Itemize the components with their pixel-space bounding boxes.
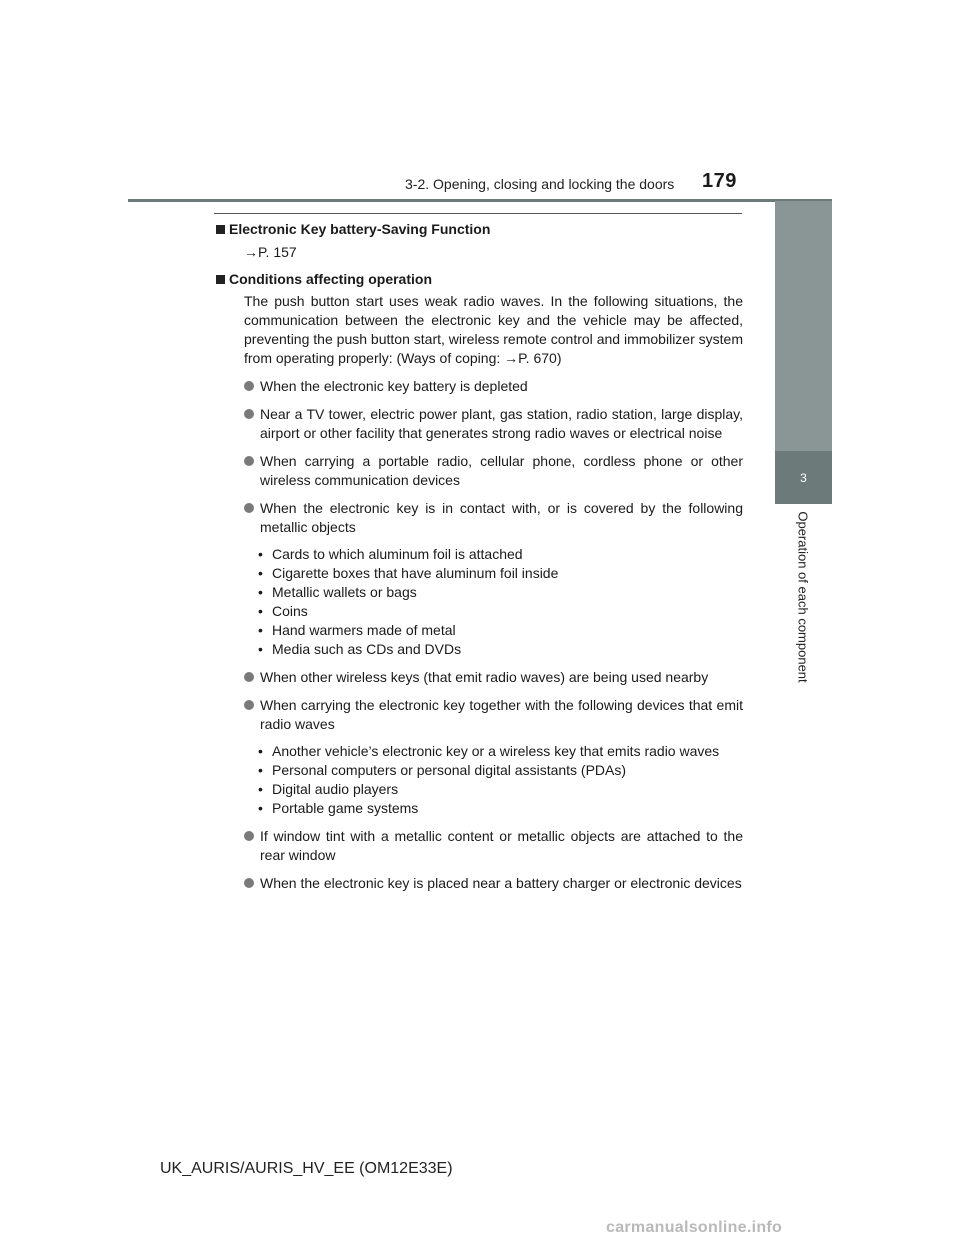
section-heading: Conditions affecting operation [216,270,743,289]
model-code-footer: UK_AURIS/AURIS_HV_EE (OM12E33E) [160,1160,453,1177]
chapter-tab-bar [775,201,832,451]
watermark: carmanualsonline.info [606,1219,783,1236]
sub-list-item: • Cigarette boxes that have aluminum foil inside [258,564,743,583]
list-item: When carrying a portable radio, cellular phone, cordless phone or other wireless communication devices [244,452,743,490]
chapter-title-vertical: Operation of each component [795,511,811,683]
section-battery-saving [216,220,743,262]
section-title-header: 3-2. Opening, closing and locking the doors [405,176,675,192]
section-conditions [216,270,743,893]
list-item: If window tint with a metallic content or metallic objects are attached to the rear window [244,827,743,865]
sub-list-item: • Cards to which aluminum foil is attached [258,545,743,564]
sub-list-item: • Metallic wallets or bags [258,583,743,602]
sub-list-item: • Hand warmers made of metal [258,621,743,640]
chapter-number: 3 [800,470,807,485]
content-divider [214,213,742,214]
section-heading: Electronic Key battery-Saving Function [216,220,743,239]
metallic-objects-list [258,545,743,659]
sub-list-item: • Personal computers or personal digital assistants (PDAs) [258,761,743,780]
sub-list-item: • Digital audio players [258,780,743,799]
header-divider [128,199,832,202]
section-paragraph: The push button start uses weak radio waves. In the following situations, the communication between the electronic key and the vehicle may be affected, preventing the push button start, wireless remote control and immobilizer system from operating properly: (Ways of coping: →P. 670) [244,293,743,366]
list-item: Near a TV tower, electric power plant, gas station, radio station, large display, airport or other facility that generates strong radio waves or electrical noise [244,405,743,443]
page-number: 179 [702,170,737,192]
list-item: When the electronic key is placed near a battery charger or electronic devices [244,874,743,893]
list-item: When other wireless keys (that emit radio waves) are being used nearby [244,668,743,687]
sub-list-item: • Coins [258,602,743,621]
list-item: When carrying the electronic key together with the following devices that emit radio waves [244,696,743,734]
sub-list-item: • Portable game systems [258,799,743,818]
radio-devices-list [258,742,743,818]
page-content [216,220,743,901]
sub-list-item: • Another vehicle’s electronic key or a wireless key that emits radio waves [258,742,743,761]
page-reference-link[interactable]: →P. 157 [244,244,297,260]
list-item: When the electronic key is in contact with, or is covered by the following metallic objects [244,499,743,537]
chapter-tab[interactable] [775,451,832,504]
sub-list-item: • Media such as CDs and DVDs [258,640,743,659]
list-item: When the electronic key battery is depleted [244,377,743,396]
